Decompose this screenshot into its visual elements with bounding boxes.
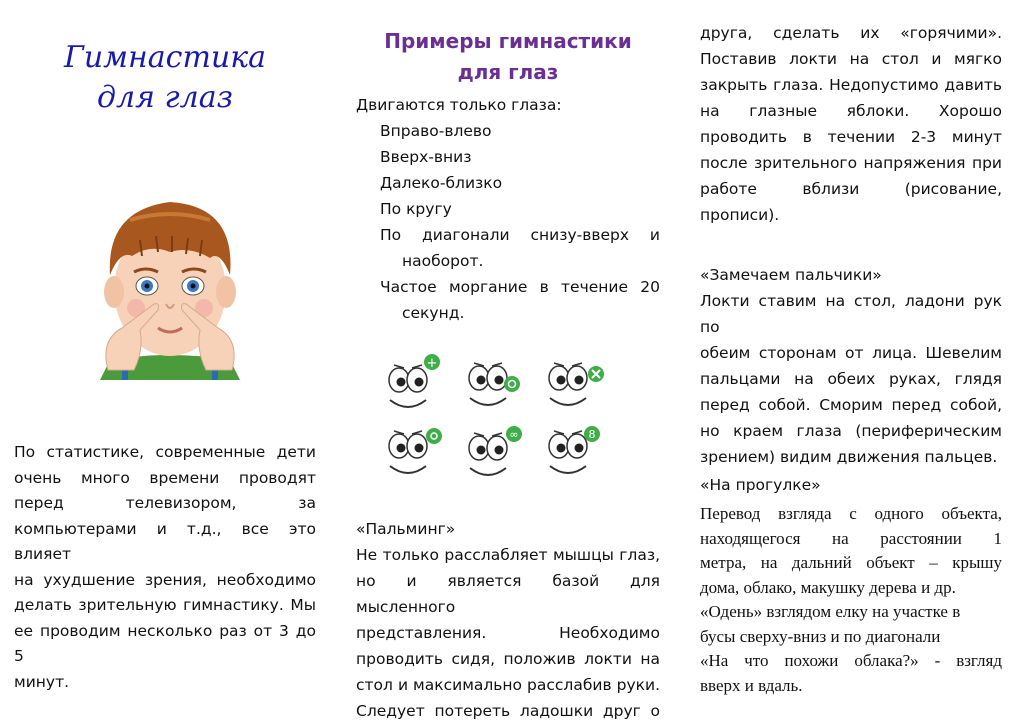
fingers-title: «Замечаем пальчики» <box>700 266 882 284</box>
palming-cont-line: после зрительного напряжения при <box>700 154 1002 172</box>
exercise-list <box>380 118 660 326</box>
exercise-item <box>380 196 660 222</box>
exercise-text: Вверх-вниз <box>380 148 472 166</box>
stats-line: на ухудшение зрения, необходимо <box>14 570 316 589</box>
palming-line: представления. Необходимо <box>356 624 660 642</box>
examples-heading <box>356 26 660 88</box>
palming-cont-line: работе вблизи (рисование, <box>700 180 1002 198</box>
fingers-line: перед собой. Сморим перед собой, <box>700 396 1002 414</box>
walk-line: дома, облако, макушку дерева и др. <box>700 577 956 597</box>
svg-text:∞: ∞ <box>509 428 519 441</box>
exercise-item <box>380 170 660 196</box>
face-icon <box>389 365 427 407</box>
walk-title: «На прогулке» <box>700 476 821 494</box>
fingers-line: обеим сторонам от лица. Шевелим <box>700 344 1002 362</box>
stats-line: очень много времени проводят <box>14 468 316 487</box>
svg-text:8: 8 <box>588 428 596 441</box>
main-title-line2: для глаз <box>96 80 234 115</box>
walk-line: «Одень» взглядом елку на участке в <box>700 602 961 621</box>
walk-section <box>700 472 1002 698</box>
main-title-line1: Гимнастика <box>63 40 267 75</box>
exercise-text: Вправо-влево <box>380 122 492 140</box>
exercises-intro: Двигаются только глаза: <box>356 96 562 114</box>
face-icon <box>549 363 587 405</box>
fingers-line: Локти ставим на стол, ладони рук по <box>700 292 1002 336</box>
palming-cont-line: прописи). <box>700 206 780 224</box>
palming-line: стол и максимально расслабив руки. <box>356 676 660 694</box>
palming-cont-line: закрыть глаза. Недопустимо давить <box>700 76 1002 94</box>
palming-section <box>356 516 660 724</box>
stats-line: минут. <box>14 672 70 691</box>
fingers-section <box>700 262 1002 470</box>
walk-line: бусы сверху-вниз и по диагонали <box>700 626 941 646</box>
palming-cont-line: проводить в течении 2-3 минут <box>700 128 1002 146</box>
exercise-text: По кругу <box>380 200 452 218</box>
fingers-line: пальцами на обеих руках, глядя <box>700 370 1002 388</box>
palming-cont-line: на глазные яблоки. Хорошо <box>700 102 1002 120</box>
fingers-line: но краем глаза (периферическим <box>700 422 1002 440</box>
face-icon <box>469 363 507 405</box>
palming-line: Следует потереть ладошки друг о <box>356 702 660 720</box>
examples-heading-line2: для глаз <box>457 60 559 84</box>
exercise-item <box>380 144 660 170</box>
palming-title: «Пальминг» <box>356 520 456 538</box>
exercise-text-cont: секунд. <box>402 304 465 322</box>
stats-line: ее проводим несколько раз от 3 до 5 <box>14 621 316 665</box>
exercise-text: Частое моргание в течение 20 <box>380 278 660 296</box>
stats-line: По статистике, современные дети <box>14 443 316 461</box>
swirl-icon <box>426 428 442 444</box>
stats-line: перед телевизором, за <box>14 494 316 512</box>
face-icon <box>549 431 587 473</box>
exercise-text: Далеко-близко <box>380 174 503 192</box>
left-panel <box>0 0 340 725</box>
face-icon <box>389 431 427 473</box>
svg-text:+: + <box>426 356 438 371</box>
exercise-item <box>380 222 660 274</box>
examples-heading-line1: Примеры гимнастики <box>384 29 632 53</box>
stats-line: делать зрительную гимнастику. Мы <box>14 596 316 614</box>
statistics-paragraph <box>14 440 316 695</box>
boy-illustration <box>70 180 270 380</box>
palming-line: Не только расслабляет мышцы глаз, <box>356 546 660 564</box>
right-panel <box>700 0 1002 725</box>
exercise-item <box>380 274 660 326</box>
palming-cont-line: друга, сделать их «горячими». <box>700 24 1002 42</box>
palming-line: проводить сидя, положив локти на <box>356 650 660 668</box>
main-title <box>40 38 290 118</box>
middle-panel <box>356 0 660 725</box>
walk-line: «На что похожи облака?» - взгляд <box>700 651 1002 670</box>
walk-line: Перевод взгляда с одного объекта, <box>700 504 1002 523</box>
palming-continuation <box>700 20 1002 228</box>
stats-line: компьютерами и т.д., все это влияет <box>14 519 316 563</box>
face-icon <box>469 433 507 475</box>
exercise-text-cont: наоборот. <box>402 252 484 270</box>
exercise-text: По диагонали снизу-вверх и <box>380 226 660 244</box>
exercise-item <box>380 118 660 144</box>
palming-line: но и является базой для мысленного <box>356 572 660 616</box>
walk-line: находящегося на расстоянии 1 <box>700 528 1002 548</box>
palming-cont-line: Поставив локти на стол и мягко <box>700 50 1002 68</box>
cartoon-eyes-illustration <box>378 348 628 483</box>
circle-arrow-icon <box>504 376 520 392</box>
walk-line: вверх и вдаль. <box>700 675 803 695</box>
fingers-line: зрением) видим движения пальцев. <box>700 448 998 466</box>
walk-line: метра, на дальний объект – крышу <box>700 553 1002 572</box>
